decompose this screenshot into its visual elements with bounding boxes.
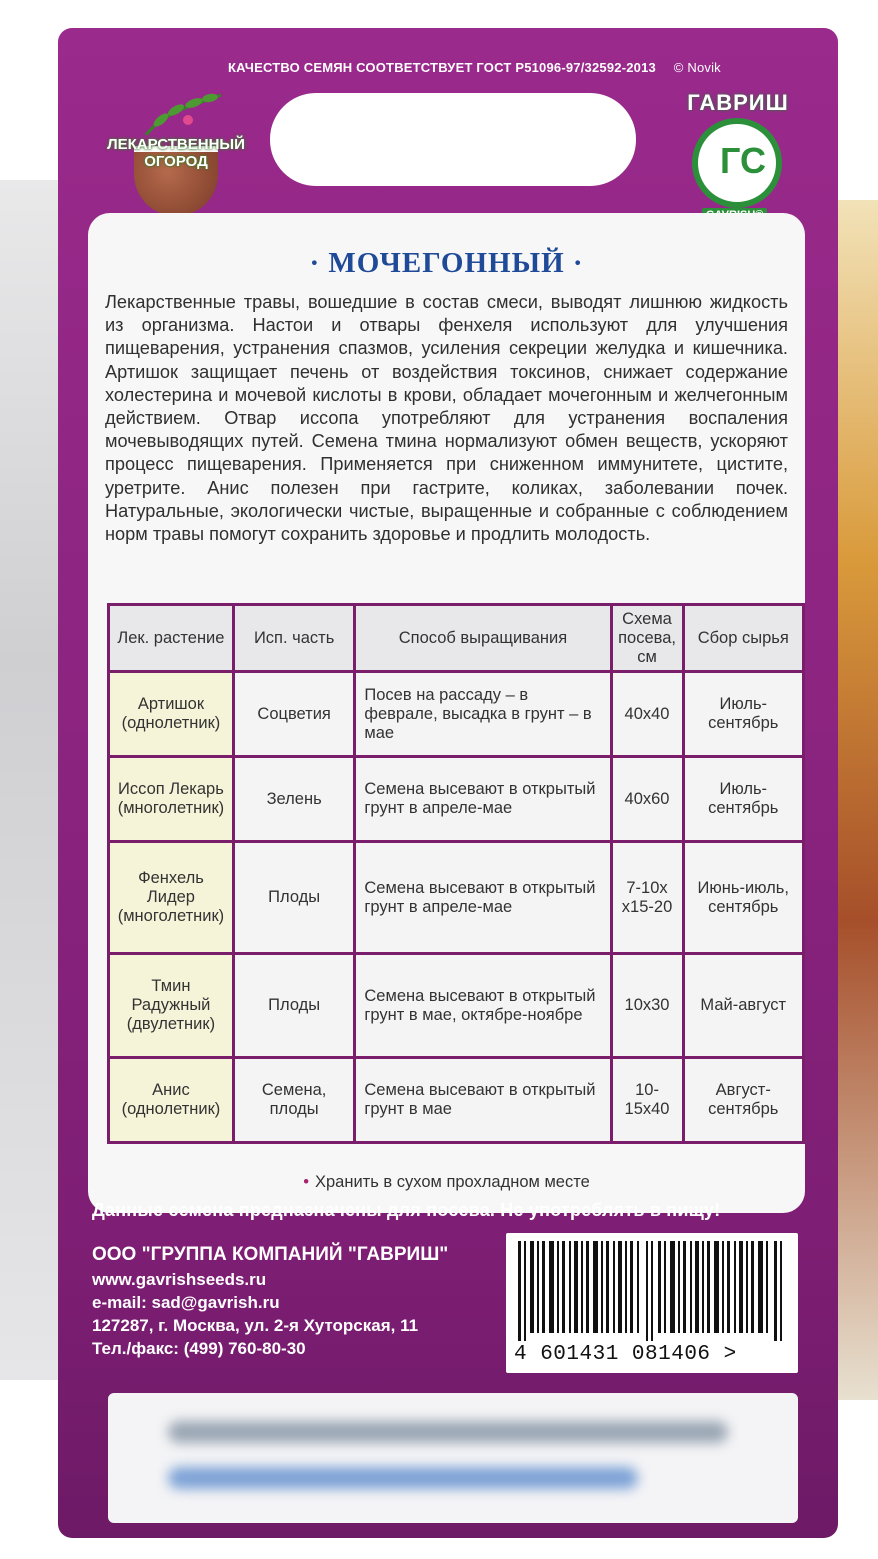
barcode-digits: 4 601431 081406 > [514, 1343, 737, 1366]
storage-note [88, 1173, 805, 1192]
header-part: Исп. часть [233, 605, 355, 672]
cell-part: Плоды [233, 842, 355, 954]
gost-line [228, 60, 788, 75]
product-title: · МОЧЕГОННЫЙ · [309, 247, 584, 279]
medicinal-garden-label: ЛЕКАРСТВЕННЫЙ ОГОРОД [107, 136, 245, 170]
cell-harvest: Июнь-июль, сентябрь [683, 842, 804, 954]
table-row [109, 842, 804, 954]
cell-scheme: 40х60 [611, 757, 683, 842]
header-plant: Лек. растение [109, 605, 234, 672]
blurred-line [168, 1421, 728, 1443]
cell-method: Семена высевают в открытый грунт в мае, октябре-ноябре [355, 954, 611, 1058]
company-name: ООО "ГРУППА КОМПАНИЙ "ГАВРИШ" [92, 1244, 449, 1265]
info-panel [88, 213, 805, 1213]
background-left [0, 180, 60, 1380]
cell-plant: Тмин Радужный (двулетник) [109, 954, 234, 1058]
table-header-row [109, 605, 804, 672]
company-phone: Тел./факс: (499) 760-80-30 [92, 1339, 306, 1358]
cell-plant: Артишок (однолетник) [109, 672, 234, 757]
bullet-icon: • [303, 1173, 309, 1191]
cell-scheme: 10-15х40 [611, 1058, 683, 1143]
header-method: Способ выращивания [355, 605, 611, 672]
cell-part: Соцветия [233, 672, 355, 757]
gost-text: КАЧЕСТВО СЕМЯН СООТВЕТСТВУЕТ ГОСТ Р51096-97/32592-2013 [228, 60, 656, 75]
cell-scheme: 7-10х х15-20 [611, 842, 683, 954]
crops-table [107, 603, 805, 1144]
header-harvest: Сбор сырья [683, 605, 804, 672]
table-row [109, 1058, 804, 1143]
cell-scheme: 40х40 [611, 672, 683, 757]
company-email: e-mail: sad@gavrish.ru [92, 1293, 280, 1312]
table-row [109, 757, 804, 842]
blurred-label [108, 1393, 798, 1523]
cell-plant: Анис (однолетник) [109, 1058, 234, 1143]
cell-harvest: Май-август [683, 954, 804, 1058]
cell-plant: Фенхель Лидер (многолетник) [109, 842, 234, 954]
barcode [506, 1233, 798, 1373]
cell-part: Зелень [233, 757, 355, 842]
blurred-line [168, 1467, 638, 1489]
table-row [109, 954, 804, 1058]
cell-method: Семена высевают в открытый грунт в апреле-мае [355, 757, 611, 842]
product-description: Лекарственные травы, вошедшие в состав смеси, выводят лишнюю жидкость из организма. Настои и отвары фенхеля используют для улучшения пищеварения, устранения спазмов, усиления секреции желудка и кишечника. Артишок защищает печень от воздействия токсинов, снижает содержание холестерина и мочевой кислоты в крови, обладает мочегонным и желчегонным действием. Отвар иссопа употребляют для устранения воспаления мочевыводящих путей. Семена тмина нормализуют обмен веществ, ускоряют процесс пищеварения. Применяется при сниженном иммунитете, цистите, уретрите. Анис полезен при гастрите, коликах, заболевании почек. Натуральные, экологически чистые, выращенные и собранные с соблюдением норм травы помогут сохранить здоровье и продлить молодость. [105, 292, 788, 545]
cell-method: Семена высевают в открытый грунт в мае [355, 1058, 611, 1143]
warning-text: Данные семена предназначены для посева. Не употреблять в пищу! [92, 1200, 721, 1220]
company-website: www.gavrishseeds.ru [92, 1270, 267, 1289]
cell-method: Посев на рассаду – в феврале, высадка в грунт – в мае [355, 672, 611, 757]
company-info [92, 1243, 512, 1360]
leaves-icon [136, 90, 226, 140]
cell-part: Семена, плоды [233, 1058, 355, 1143]
copyright-text: © Novik [673, 60, 721, 75]
table-row [109, 672, 804, 757]
header-scheme: Схема посева, см [611, 605, 683, 672]
gavrish-mark: ГС [720, 140, 766, 181]
cell-harvest: Июль-сентябрь [683, 757, 804, 842]
hang-hole [270, 93, 636, 186]
gavrish-name: ГАВРИШ [687, 90, 789, 115]
cell-harvest: Август-сентябрь [683, 1058, 804, 1143]
barcode-bars-icon [518, 1241, 788, 1341]
cell-scheme: 10х30 [611, 954, 683, 1058]
gavrish-logo [658, 90, 818, 220]
cell-part: Плоды [233, 954, 355, 1058]
seed-packet [58, 28, 838, 1538]
storage-text: Хранить в сухом прохладном месте [315, 1173, 590, 1191]
cell-harvest: Июль-сентябрь [683, 672, 804, 757]
cell-method: Семена высевают в открытый грунт в апреле-мае [355, 842, 611, 954]
company-address: 127287, г. Москва, ул. 2-я Хуторская, 11 [92, 1316, 419, 1335]
medicinal-garden-logo [86, 90, 266, 220]
cell-plant: Иссоп Лекарь (многолетник) [109, 757, 234, 842]
